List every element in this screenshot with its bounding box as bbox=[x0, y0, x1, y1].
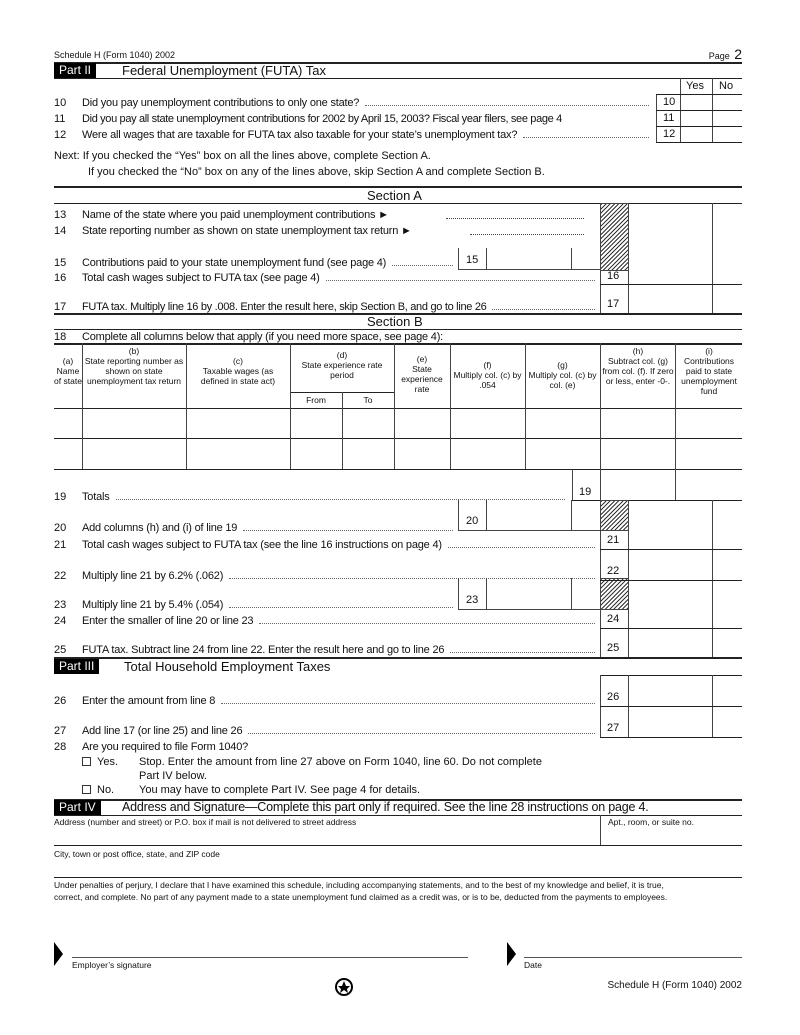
line17-text: FUTA tax. Multiply line 16 by .008. Enter the result here, skip Section B, and go to line 26 bbox=[82, 301, 487, 313]
yes-instruction-2: Part IV below. bbox=[139, 770, 207, 782]
line15-text: Contributions paid to your state unemployment fund (see page 4) bbox=[82, 257, 387, 269]
line23-text: Multiply line 21 by 5.4% (.054) bbox=[82, 599, 224, 611]
line23 bbox=[54, 598, 456, 612]
yes-header: Yes bbox=[686, 80, 704, 92]
yes-checkbox[interactable] bbox=[82, 757, 91, 766]
line17-box-number: 17 bbox=[607, 298, 620, 310]
line23-number: 23 bbox=[54, 599, 67, 611]
col-d-header: (d) State experience rate period bbox=[301, 350, 383, 380]
col-d-from: From bbox=[306, 395, 326, 405]
line22-box-number: 22 bbox=[607, 565, 620, 577]
line25 bbox=[54, 643, 598, 657]
line11-number: 11 bbox=[54, 113, 66, 125]
line10-box-number: 10 bbox=[663, 96, 676, 108]
shaded-area bbox=[600, 500, 629, 531]
date-label: Date bbox=[524, 960, 542, 970]
line26-number: 26 bbox=[54, 695, 67, 707]
line21-text: Total cash wages subject to FUTA tax (see the line 16 instructions on page 4) bbox=[82, 539, 442, 551]
line24-box-number: 24 bbox=[607, 613, 620, 625]
line28-yes-option[interactable] bbox=[82, 756, 118, 768]
footer-form-name: Schedule H (Form 1040) 2002 bbox=[607, 980, 742, 991]
line15-amount-field[interactable] bbox=[458, 248, 600, 270]
line12 bbox=[54, 128, 652, 142]
line20-amount-field[interactable] bbox=[458, 500, 600, 531]
part4-label: Part IV bbox=[54, 800, 101, 815]
line17-number: 17 bbox=[54, 301, 67, 313]
line11 bbox=[54, 112, 652, 126]
line20-box-number: 20 bbox=[466, 515, 479, 527]
line11-text: Did you pay all state unemployment contributions for 2002 by April 15, 2003? Fiscal year filers, see page 4 bbox=[82, 113, 562, 125]
line20 bbox=[54, 521, 456, 535]
next-instruction-1: Next: If you checked the “Yes” box on all the lines above, complete Section A. bbox=[54, 150, 431, 162]
no-label: No. bbox=[97, 784, 115, 796]
line18 bbox=[54, 330, 734, 344]
part2-title: Federal Unemployment (FUTA) Tax bbox=[122, 63, 326, 78]
line28-no-option[interactable] bbox=[82, 784, 114, 796]
col-h-header: (h) Subtract col. (g) from col. (f). If zero or less, enter -0-. bbox=[602, 346, 674, 386]
state-name-field[interactable] bbox=[446, 218, 584, 219]
line24-text: Enter the smaller of line 20 or line 23 bbox=[82, 615, 254, 627]
part2-label: Part II bbox=[54, 63, 96, 78]
date-field[interactable] bbox=[524, 957, 742, 958]
line27-box-number: 27 bbox=[607, 722, 620, 734]
line25-box-number: 25 bbox=[607, 642, 620, 654]
line27 bbox=[54, 724, 598, 738]
line10-no[interactable] bbox=[713, 95, 742, 110]
line11-no[interactable] bbox=[713, 111, 742, 126]
apt-field[interactable] bbox=[602, 828, 742, 844]
address-label: Address (number and street) or P.O. box if mail is not delivered to street address bbox=[54, 817, 357, 827]
line13 bbox=[54, 208, 444, 222]
line18-text: Complete all columns below that apply (if you need more space, see page 4): bbox=[82, 331, 444, 343]
section-a-title: Section A bbox=[367, 188, 422, 203]
recycled-paper-logo-icon bbox=[335, 978, 353, 996]
signature-field[interactable] bbox=[72, 957, 468, 958]
line11-yes[interactable] bbox=[681, 111, 712, 126]
line21-number: 21 bbox=[54, 539, 67, 551]
line20-text: Add columns (h) and (i) of line 19 bbox=[82, 522, 238, 534]
line16-box-number: 16 bbox=[607, 270, 620, 282]
line23-box-number: 23 bbox=[466, 594, 479, 606]
no-instruction: You may have to complete Part IV. See page 4 for details. bbox=[139, 784, 421, 796]
yes-instruction: Stop. Enter the amount from line 27 above on Form 1040, line 60. Do not complete bbox=[139, 756, 542, 768]
line19-number: 19 bbox=[54, 491, 67, 503]
line12-text: Were all wages that are taxable for FUTA tax also taxable for your state’s unemployment tax? bbox=[82, 129, 518, 141]
line10-number: 10 bbox=[54, 97, 67, 109]
line14-text: State reporting number as shown on state unemployment tax return ► bbox=[82, 225, 412, 237]
line28 bbox=[54, 740, 574, 754]
line12-no[interactable] bbox=[713, 127, 742, 142]
apt-label: Apt., room, or suite no. bbox=[608, 817, 694, 827]
line16-amount-field[interactable] bbox=[629, 271, 741, 283]
no-header: No bbox=[719, 80, 734, 92]
section-b-title: Section B bbox=[367, 314, 423, 329]
date-arrow-icon bbox=[507, 942, 517, 966]
line15-number: 15 bbox=[54, 257, 67, 269]
part3-label: Part III bbox=[54, 659, 99, 674]
line15 bbox=[54, 256, 456, 270]
shaded-area bbox=[600, 578, 629, 610]
yes-label: Yes. bbox=[97, 756, 119, 768]
line10-text: Did you pay unemployment contributions to only one state? bbox=[82, 97, 360, 109]
line14 bbox=[54, 224, 466, 238]
next-instruction-2: If you checked the “No” box on any of the lines above, skip Section A and complete Section B. bbox=[88, 166, 545, 178]
col-g-header: (g) Multiply col. (c) by col. (e) bbox=[528, 360, 597, 390]
line12-yes[interactable] bbox=[681, 127, 712, 142]
col-f-header: (f) Multiply col. (c) by .054 bbox=[453, 360, 522, 390]
no-checkbox[interactable] bbox=[82, 785, 91, 794]
signature-label: Employer’s signature bbox=[72, 960, 152, 970]
col-d-to: To bbox=[363, 395, 373, 405]
sign-here-arrow-icon bbox=[54, 942, 64, 966]
line25-text: FUTA tax. Subtract line 24 from line 22. Enter the result here and go to line 26 bbox=[82, 644, 445, 656]
shaded-area bbox=[600, 203, 629, 271]
form-name: Schedule H (Form 1040) 2002 bbox=[54, 50, 176, 60]
line15-box-number: 15 bbox=[466, 254, 479, 266]
line21-box-number: 21 bbox=[607, 534, 620, 546]
line26-text: Enter the amount from line 8 bbox=[82, 695, 216, 707]
line27-text: Add line 17 (or line 25) and line 26 bbox=[82, 725, 243, 737]
line24-number: 24 bbox=[54, 615, 67, 627]
line16-number: 16 bbox=[54, 272, 67, 284]
line20-number: 20 bbox=[54, 522, 67, 534]
line13-number: 13 bbox=[54, 209, 67, 221]
col-i-header: (i) Contributions paid to state unemployment fund bbox=[681, 346, 737, 396]
col-e-header: (e) State experience rate bbox=[401, 354, 443, 394]
line12-number: 12 bbox=[54, 129, 67, 141]
city-label: City, town or post office, state, and ZIP code bbox=[54, 849, 220, 859]
line16 bbox=[54, 271, 598, 285]
line19-box-number: 19 bbox=[579, 486, 592, 498]
col-b-header: (b) State reporting number as shown on state unemployment tax return bbox=[84, 346, 184, 386]
line10-yes[interactable] bbox=[681, 95, 712, 110]
line11-box-number: 11 bbox=[663, 112, 675, 124]
line26-box-number: 26 bbox=[607, 691, 620, 703]
page-number-value: 2 bbox=[734, 46, 742, 62]
line23-amount-field[interactable] bbox=[458, 578, 600, 610]
line16-text: Total cash wages subject to FUTA tax (see page 4) bbox=[82, 272, 320, 284]
page-label: Page bbox=[708, 51, 730, 61]
penalties-text-2: correct, and complete. No part of any payment made to a state unemployment fund claimed as a credit was, or is to be, deducted from the payments to employees. bbox=[54, 892, 668, 902]
line12-box-number: 12 bbox=[663, 128, 676, 140]
part4-title: Address and Signature—Complete this part only if required. See the line 28 instructions on page 4. bbox=[122, 800, 649, 814]
part3-title: Total Household Employment Taxes bbox=[124, 659, 331, 674]
line22-number: 22 bbox=[54, 570, 67, 582]
state-reporting-number-field[interactable] bbox=[470, 234, 584, 235]
line13-text: Name of the state where you paid unemployment contributions ► bbox=[82, 209, 389, 221]
col-a-header: (a) Name of state bbox=[54, 356, 82, 386]
line27-number: 27 bbox=[54, 725, 67, 737]
line17-amount-field[interactable] bbox=[629, 285, 741, 312]
line28-number: 28 bbox=[54, 741, 67, 753]
penalties-text-1: Under penalties of perjury, I declare that I have examined this schedule, including accompanying statements, and to the best of my knowledge and belief, it is true, bbox=[54, 880, 664, 890]
line22-text: Multiply line 21 by 6.2% (.062) bbox=[82, 570, 224, 582]
line18-number: 18 bbox=[54, 331, 67, 343]
address-field[interactable] bbox=[54, 828, 599, 844]
table-row[interactable] bbox=[55, 439, 742, 469]
line19-text: Totals bbox=[82, 491, 110, 503]
line28-text: Are you required to file Form 1040? bbox=[82, 741, 249, 753]
line10 bbox=[54, 96, 652, 110]
table-row[interactable] bbox=[55, 409, 742, 438]
line26 bbox=[54, 694, 598, 708]
city-field[interactable] bbox=[54, 860, 742, 876]
col-c-header: (c) Taxable wages (as defined in state act) bbox=[200, 356, 276, 386]
line21 bbox=[54, 538, 598, 552]
line25-number: 25 bbox=[54, 644, 67, 656]
line17 bbox=[54, 300, 598, 314]
line24 bbox=[54, 614, 598, 628]
line14-number: 14 bbox=[54, 225, 67, 237]
